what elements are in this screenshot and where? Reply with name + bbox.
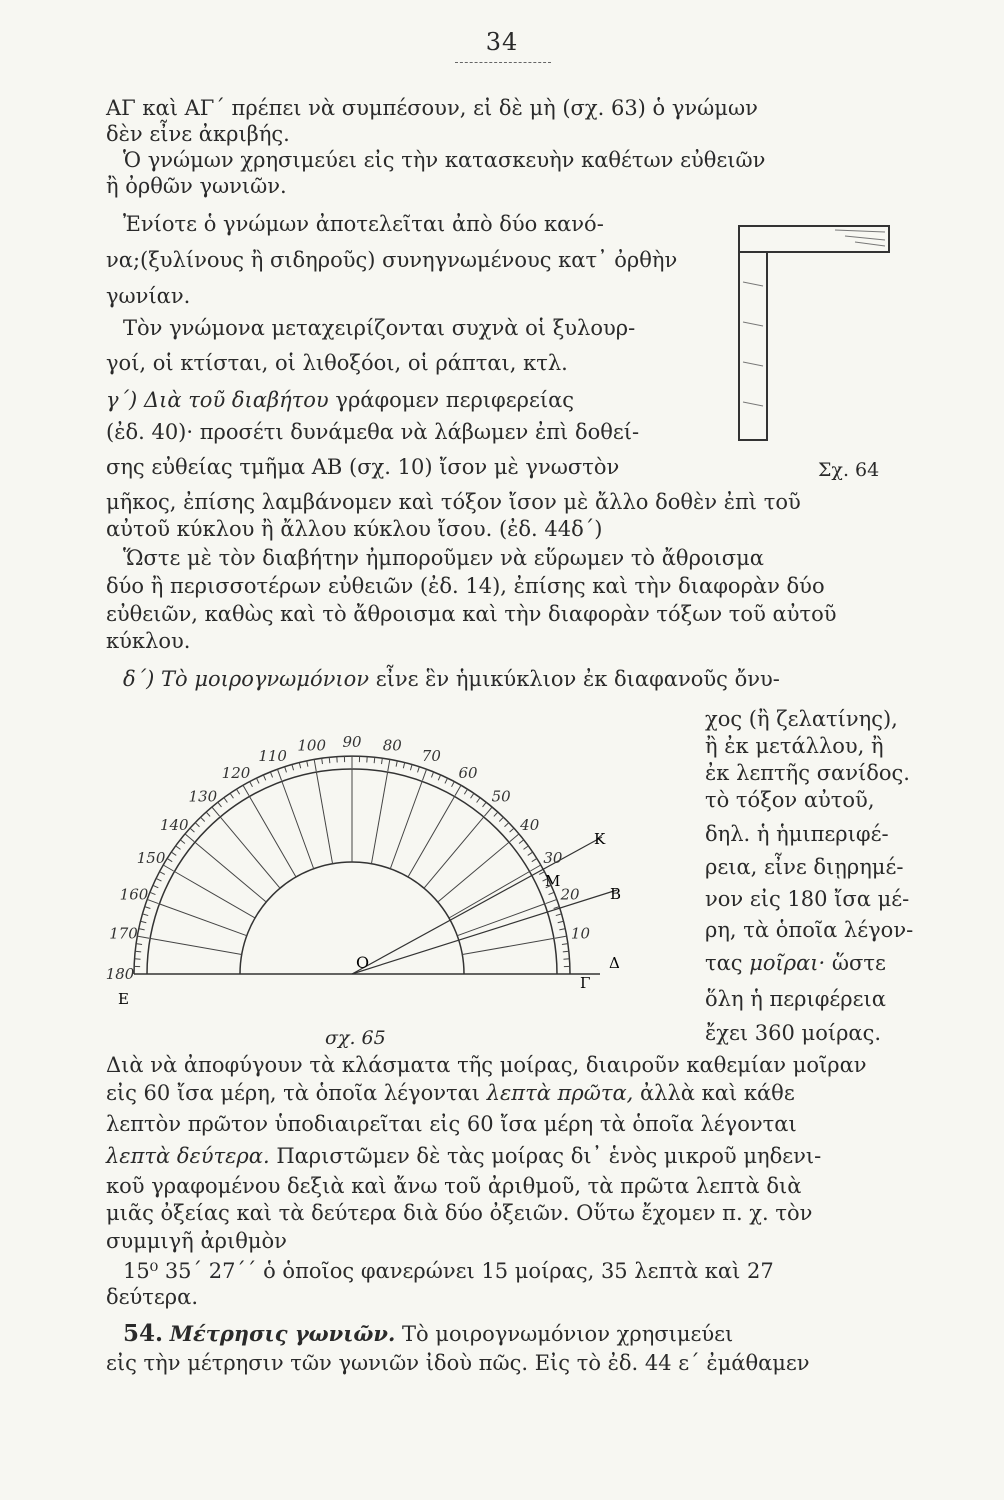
term-seconds: λεπτὰ δεύτερα. xyxy=(106,1144,270,1168)
scale-label: 110 xyxy=(258,746,287,765)
scale-label: 180 xyxy=(105,965,135,983)
point-delta: Δ xyxy=(609,954,620,972)
try-square-figure xyxy=(735,222,895,452)
tick xyxy=(230,793,233,798)
text-line xyxy=(106,387,731,413)
scale-label: 50 xyxy=(491,787,511,806)
scale-label: 150 xyxy=(136,849,166,867)
try-square-blade xyxy=(739,226,889,440)
tick xyxy=(539,872,544,875)
spoke xyxy=(316,772,332,864)
tick xyxy=(396,761,397,767)
tick xyxy=(160,872,165,875)
spoke xyxy=(282,781,314,868)
text-line xyxy=(106,1080,906,1106)
spoke xyxy=(174,872,255,919)
item-title: Διὰ τοῦ διαβήτου xyxy=(143,388,329,412)
item-rest: γράφομεν περιφερείας xyxy=(335,388,575,412)
text-line: μιᾶς ὀξείας καὶ τὰ δεύτερα διὰ δύο ὀξειῶν. Οὕτω ἔχομεν π. χ. τὸν xyxy=(106,1201,813,1225)
text-line: γοί, οἱ κτίσται, οἱ λιθοξόοι, οἱ ράπται, κτλ. xyxy=(106,351,568,375)
tick xyxy=(218,802,222,807)
section-title: Μέτρησις γωνιῶν. xyxy=(169,1321,396,1346)
text-line: 15⁰ 35΄ 27΄΄ ὁ ὁποῖος φανερώνει 15 μοίρας, 35 λεπτὰ καὶ 27 xyxy=(123,1259,774,1283)
spoke xyxy=(195,842,266,902)
scale-label: 120 xyxy=(221,764,251,783)
side-text-line: νον εἰς 180 ἴσα μέ- xyxy=(705,887,910,911)
tick xyxy=(270,772,272,778)
tick xyxy=(418,767,420,773)
tick xyxy=(382,758,383,764)
text-line xyxy=(123,666,923,692)
tick xyxy=(532,858,537,861)
tick xyxy=(403,762,404,768)
side-text-line: ἔχει 360 μοίρας. xyxy=(705,1021,882,1045)
side-text-line: ὅλη ἡ περιφέρεια xyxy=(705,987,886,1011)
tick xyxy=(471,793,474,798)
tick xyxy=(285,767,287,773)
text-line: εἰς τὴν μέτρησιν τῶν γωνιῶν ἰδοὺ πῶς. Εἰς τὸ ἐδ. 44 ε΄ ἐμάθαμεν xyxy=(106,1351,810,1375)
text-line: Ὁ γνώμων χρησιμεύει εἰς τὴν κατασκευὴν καθέτων εὐθειῶν xyxy=(123,148,766,172)
spoke xyxy=(390,781,422,868)
text-line xyxy=(106,1143,906,1169)
side-text-line: δηλ. ἡ ἡμιπεριφέ- xyxy=(705,822,889,846)
tick xyxy=(455,785,461,795)
tick xyxy=(452,782,455,787)
tick xyxy=(477,798,481,803)
tick xyxy=(147,899,158,903)
tick xyxy=(322,758,323,764)
side-text-line xyxy=(705,950,905,976)
tick xyxy=(555,936,567,938)
tick xyxy=(422,769,426,780)
item-title: Τὸ μοιρογνωμόνιον xyxy=(161,667,370,691)
tick xyxy=(201,817,205,821)
tick xyxy=(559,929,565,930)
scale-label: 170 xyxy=(109,924,138,943)
words: Τὸ μοιρογνωμόνιον χρησιμεύει xyxy=(401,1322,734,1346)
tick xyxy=(145,907,151,909)
section-number: 54. xyxy=(123,1320,164,1347)
tick xyxy=(556,914,562,916)
text-line: λεπτὸν πρῶτον ὑποδιαιρεῖται εἰς 60 ἴσα μέρη τὰ ὁποῖα λέγονται xyxy=(106,1112,797,1136)
tick xyxy=(236,789,239,794)
words: Παριστῶμεν δὲ τὰς μοίρας δι᾽ ἑνὸς μικροῦ μηδενι- xyxy=(276,1144,822,1168)
tick xyxy=(307,761,308,767)
scale-label: 160 xyxy=(119,885,149,904)
tick xyxy=(137,936,149,938)
tick xyxy=(505,823,509,827)
tick xyxy=(558,921,564,922)
tick xyxy=(250,782,253,787)
word: ὥστε xyxy=(831,951,886,975)
tick xyxy=(212,807,220,816)
text-line: κοῦ γραφομένου δεξιὰ καὶ ἄνω τοῦ ἀριθμοῦ, τὰ πρῶτα λεπτὰ διὰ xyxy=(106,1174,802,1198)
point-B: B xyxy=(610,885,622,903)
word: τας xyxy=(705,951,743,975)
tick xyxy=(136,944,142,945)
text-line: αὐτοῦ κύκλου ἢ ἄλλου κύκλου ἴσου. (ἐδ. 44δ΄) xyxy=(106,517,603,541)
spoke xyxy=(371,772,387,864)
text-line: να;(ξυλίνους ἢ σιδηροῦς) συνηγνωμένους κατ᾽ ὀρθὴν xyxy=(106,248,678,272)
side-text-line: ἢ ἐκ μετάλλου, ἢ xyxy=(705,734,884,758)
spoke xyxy=(220,817,280,888)
scale-label: 140 xyxy=(159,815,189,834)
tick xyxy=(176,846,181,850)
tick xyxy=(431,772,433,778)
tick xyxy=(530,865,540,871)
try-square-hatching xyxy=(743,230,885,406)
figure-caption: σχ. 65 xyxy=(325,1027,386,1049)
text-line: ΑΓ καὶ ΑΓ΄ πρέπει νὰ συμπέσουν, εἰ δὲ μὴ (σχ. 63) ὁ γνώμων xyxy=(106,96,758,120)
tick xyxy=(135,951,141,952)
item-rest: εἶνε ἓν ἡμικύκλιον ἐκ διαφανοῦς ὄνυ- xyxy=(375,667,780,691)
tick xyxy=(185,834,194,842)
tick xyxy=(483,802,487,807)
text-line: συμμιγῆ ἀριθμὸν xyxy=(106,1229,287,1253)
tick xyxy=(494,812,498,816)
tick xyxy=(142,914,148,916)
tick xyxy=(524,846,529,850)
item-label: γ΄) xyxy=(106,388,138,412)
point-gamma: Γ xyxy=(580,974,591,992)
protractor-figure xyxy=(105,712,632,1012)
tick xyxy=(150,892,156,894)
inner-semicircle xyxy=(240,862,464,974)
spoke xyxy=(159,904,246,936)
spoke xyxy=(438,842,509,902)
tick xyxy=(256,778,259,783)
item-label: δ΄) xyxy=(123,667,155,691)
tick xyxy=(139,929,145,930)
figure-caption: Σχ. 64 xyxy=(818,459,880,481)
tick xyxy=(153,885,158,887)
side-text-line: τὸ τόξον αὐτοῦ, xyxy=(705,788,875,812)
tick xyxy=(510,834,519,842)
spoke xyxy=(462,938,554,954)
tick xyxy=(292,764,294,770)
text-line: μῆκος, ἐπίσης λαμβάνομεν καὶ τόξον ἴσον μὲ ἄλλο δοθὲν ἐπὶ τοῦ xyxy=(106,490,801,514)
tick xyxy=(438,775,440,780)
text-line: γωνίαν. xyxy=(106,284,191,308)
text-line: κύκλου. xyxy=(106,629,191,653)
text-line: Τὸν γνώμονα μεταχειρίζονται συχνὰ οἱ ξυλουρ- xyxy=(123,316,636,340)
text-line: δὲν εἶνε ἀκριβής. xyxy=(106,122,290,146)
tick xyxy=(510,828,514,832)
scale-label: 70 xyxy=(421,746,441,765)
tick xyxy=(519,840,524,844)
scale-label: 100 xyxy=(297,736,327,755)
text-line: σης εὐθείας τμῆμα ΑΒ (σχ. 10) ἴσον μὲ γνωστὸν xyxy=(106,455,620,479)
spoke xyxy=(424,817,484,888)
tick xyxy=(464,789,467,794)
page-number: 34 xyxy=(485,28,519,56)
spoke xyxy=(250,796,297,877)
tick xyxy=(206,812,210,816)
term-moirai: μοῖραι· xyxy=(749,951,826,975)
text-line: Ἐνίοτε ὁ γνώμων ἀποτελεῖται ἀπὸ δύο κανό- xyxy=(123,212,604,236)
tick xyxy=(224,798,228,803)
tick xyxy=(499,817,503,821)
tick xyxy=(484,807,492,816)
spoke xyxy=(150,938,242,954)
tick xyxy=(374,757,375,763)
scale-label: 30 xyxy=(543,849,563,867)
term-minutes: λεπτὰ πρῶτα, xyxy=(486,1081,634,1105)
text-line: εὐθειῶν, καθὼς καὶ τὸ ἄθροισμα καὶ τὴν διαφορὰν τόξων τοῦ αὐτοῦ xyxy=(106,602,837,626)
text-line: δύο ἢ περισσοτέρων εὐθειῶν (ἐδ. 14), ἐπίσης καὶ τὴν διαφορὰν δύο xyxy=(106,574,825,598)
scale-label: 90 xyxy=(342,733,362,751)
scale-label: 10 xyxy=(570,924,591,943)
tick xyxy=(140,921,146,922)
side-text-line: ἐκ λεπτῆς σανίδος. xyxy=(705,761,910,785)
side-text-line: ρεια, εἶνε διῃρημέ- xyxy=(705,855,904,879)
tick xyxy=(314,759,316,771)
scale-label: 40 xyxy=(520,815,540,834)
tick xyxy=(445,778,448,783)
tick xyxy=(190,828,194,832)
text-line: Διὰ νὰ ἀποφύγουν τὰ κλάσματα τῆς μοίρας, διαιροῦν καθεμίαν μοῖραν xyxy=(106,1053,867,1077)
tick xyxy=(410,764,412,770)
tick xyxy=(180,840,185,844)
tick xyxy=(156,878,161,881)
tick xyxy=(546,899,557,903)
tick xyxy=(329,757,330,763)
tick xyxy=(299,762,300,768)
tick xyxy=(171,852,176,855)
page-number-rule xyxy=(455,62,551,63)
tick xyxy=(388,759,390,771)
tick xyxy=(563,951,569,952)
text-line: (ἐδ. 40)· προσέτι δυνάμεθα νὰ λάβωμεν ἐπὶ δοθεί- xyxy=(106,420,640,444)
point-O: O xyxy=(356,953,370,972)
spoke xyxy=(408,796,455,877)
point-K: K xyxy=(594,830,606,848)
tick xyxy=(528,852,533,855)
scale-label: 20 xyxy=(560,885,580,904)
tick xyxy=(277,769,281,780)
text-line: δεύτερα. xyxy=(106,1285,198,1309)
scale-label: 80 xyxy=(382,736,402,755)
scale-label: 60 xyxy=(458,764,478,783)
words: ἀλλὰ καὶ κάθε xyxy=(640,1081,795,1105)
tick xyxy=(195,823,199,827)
section-heading-line xyxy=(123,1321,923,1347)
side-text-line: χος (ἢ ζελατίνης), xyxy=(705,707,898,731)
spoke xyxy=(449,872,530,919)
tick xyxy=(263,775,265,780)
tick xyxy=(562,944,568,945)
words: εἰς 60 ἴσα μέρη, τὰ ὁποῖα λέγονται xyxy=(106,1081,481,1105)
tick xyxy=(167,858,172,861)
side-text-line: ρη, τὰ ὁποῖα λέγον- xyxy=(705,918,914,942)
scale-label: 130 xyxy=(188,787,218,806)
point-E: E xyxy=(118,990,129,1008)
ray-K xyxy=(352,837,602,974)
tick xyxy=(549,892,555,894)
text-line: ἢ ὀρθῶν γωνιῶν. xyxy=(106,174,287,198)
tick xyxy=(243,785,249,795)
point-M: M xyxy=(545,872,561,890)
text-line: Ὥστε μὲ τὸν διαβήτην ἠμποροῦμεν νὰ εὕρωμεν τὸ ἄθροισμα xyxy=(123,546,764,570)
protractor-scale-labels xyxy=(106,733,591,983)
